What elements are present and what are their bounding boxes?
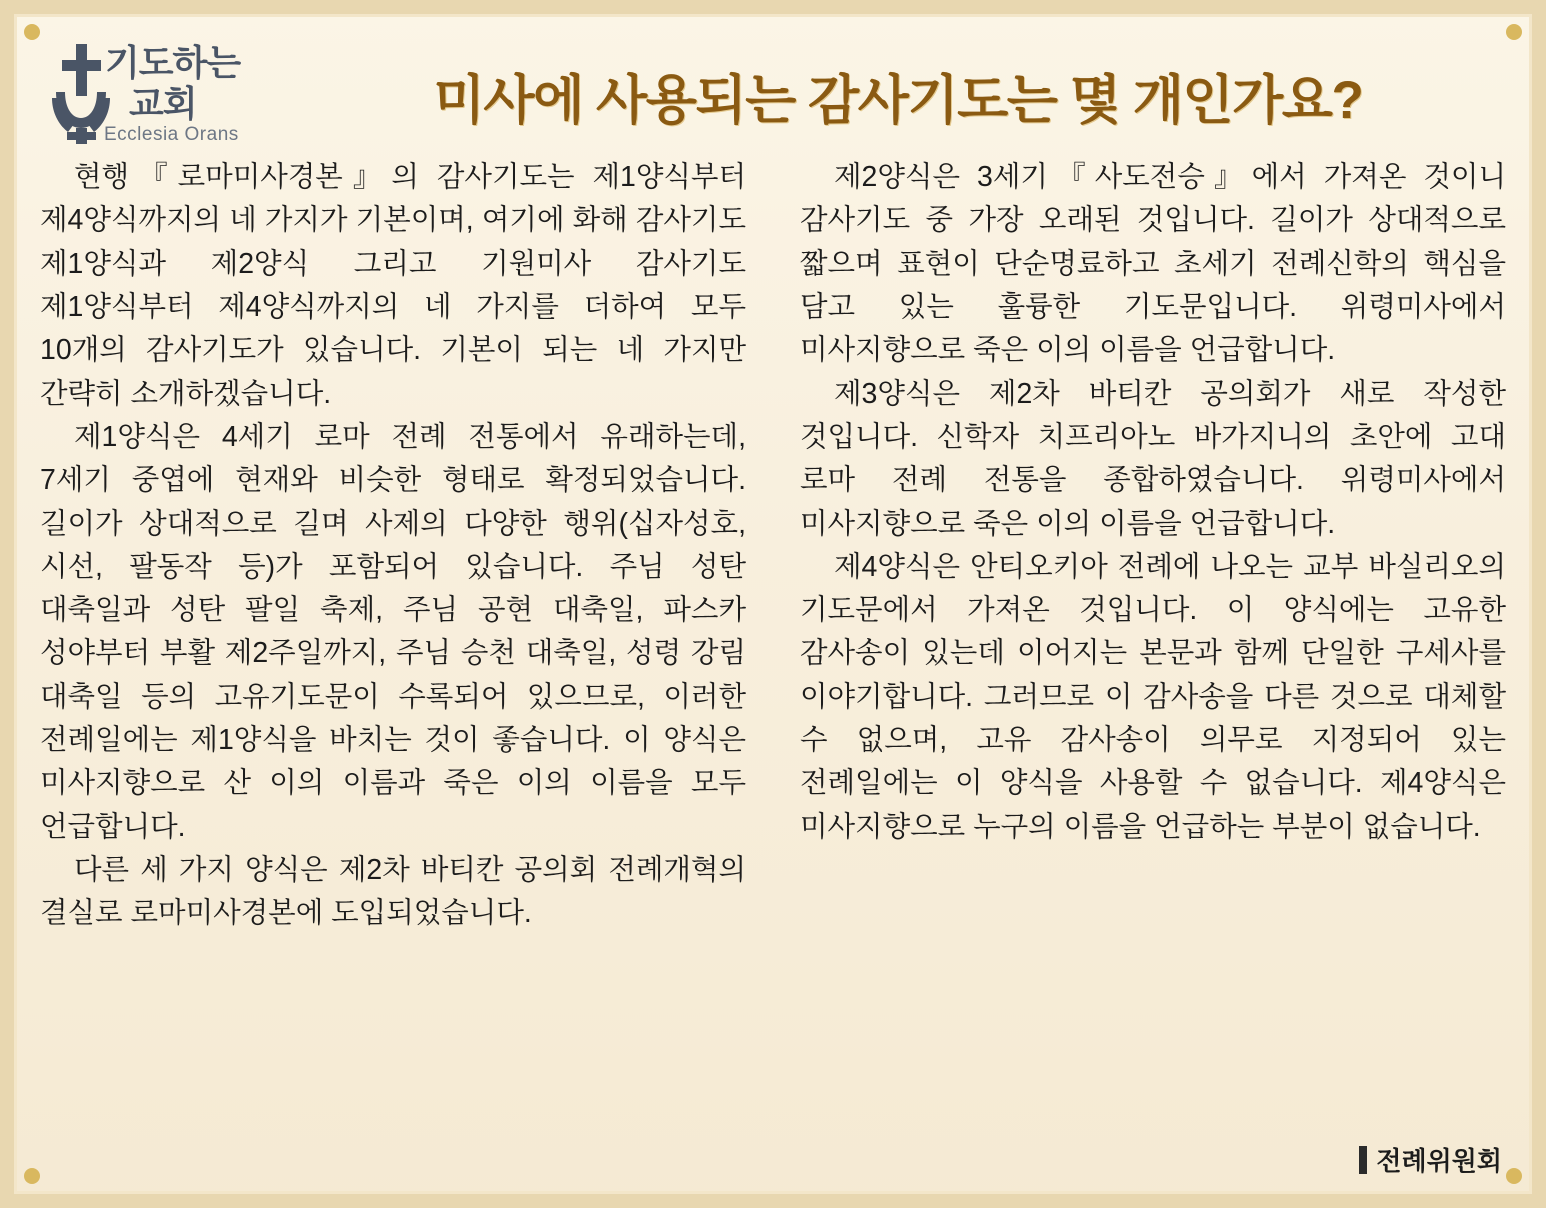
article-columns [40,156,1506,1180]
paragraph: 현행『로마미사경본』의 감사기도는 제1양식부터 제4양식까지의 네 가지가 기본이며, 여기에 화해 감사기도 제1양식과 제2양식 그리고 기원미사 감사기도 제1양식부터 제4양식까지의 네 가지를 더하여 모두 10개의 감사기도가 있습니다. 기본이 되는 네 가지만 간략히 소개하겠습니다. [40,161,746,410]
credit-byline [1359,1141,1502,1178]
paragraph: 다른 세 가지 양식은 제2차 바티칸 공의회 전례개혁의 결실로 로마미사경본에 도입되었습니다. [40,854,746,930]
paragraph: 제3양식은 제2차 바티칸 공의회가 새로 작성한 것입니다. 신학자 치프리아노 바가지니의 초안에 고대 로마 전례 전통을 종합하였습니다. 위령미사에서 미사지향으로 죽은 이의 이름을 언급합니다. [800,377,1506,540]
credit-label: 전례위원회 [1376,1146,1502,1176]
logo-line1: 기도하는 [105,42,241,83]
paragraph: 제1양식은 4세기 로마 전례 전통에서 유래하는데, 7세기 중엽에 현재와 비슷한 형태로 확정되었습니다. 길이가 상대적으로 길며 사제의 다양한 행위(십자성호, 시선, 팔동작 등)가 포함되어 있습니다. 주님 성탄 대축일과 성탄 팔일 축제, 주님 공현 대축일, 파스카 성야부터 부활 제2주일까지, 주님 승천 대축일, 성령 강림 대축일 등의 고유기도문이 수록되어 있으므로, 이러한 전례일에는 제1양식을 바치는 것이 좋습니다. 이 양식은 미사지향으로 산 이의 이름과 죽은 이의 이름을 모두 언급합니다. [40,420,746,843]
logo-latin-text: Ecclesia Orans [104,124,239,145]
logo-wordmark [105,42,240,125]
logo [50,36,280,148]
page-content [40,28,1506,1180]
page-title: 미사에 사용되는 감사기도는 몇 개인가요? [433,71,1363,130]
column-left [40,156,746,1180]
corner-dot-bottom-right [1506,1168,1522,1184]
paragraph: 제2양식은 3세기『사도전승』에서 가져온 것이니 감사기도 중 가장 오래된 것입니다. 길이가 상대적으로 짧으며 표현이 단순명료하고 초세기 전례신학의 핵심을 담고 있는 훌륭한 기도문입니다. 위령미사에서 미사지향으로 죽은 이의 이름을 언급합니다. [800,161,1506,367]
paragraph: 제4양식은 안티오키아 전례에 나오는 교부 바실리오의 기도문에서 가져온 것입니다. 이 양식에는 고유한 감사송이 있는데 이어지는 본문과 함께 단일한 구세사를 이야기합니다. 그러므로 이 감사송을 다른 것으로 대체할 수 없으며, 고유 감사송이 의무로 지정되어 있는 전례일에는 이 양식을 사용할 수 없습니다. 제4양식은 미사지향으로 누구의 이름을 언급하는 부분이 없습니다. [800,550,1506,843]
page-header [40,28,1506,148]
credit-bar-icon [1359,1146,1367,1174]
column-right [800,156,1506,1180]
logo-line2: 교회 [129,83,197,125]
corner-dot-top-left [24,24,40,40]
corner-dot-top-right [1506,24,1522,40]
corner-dot-bottom-left [24,1168,40,1184]
